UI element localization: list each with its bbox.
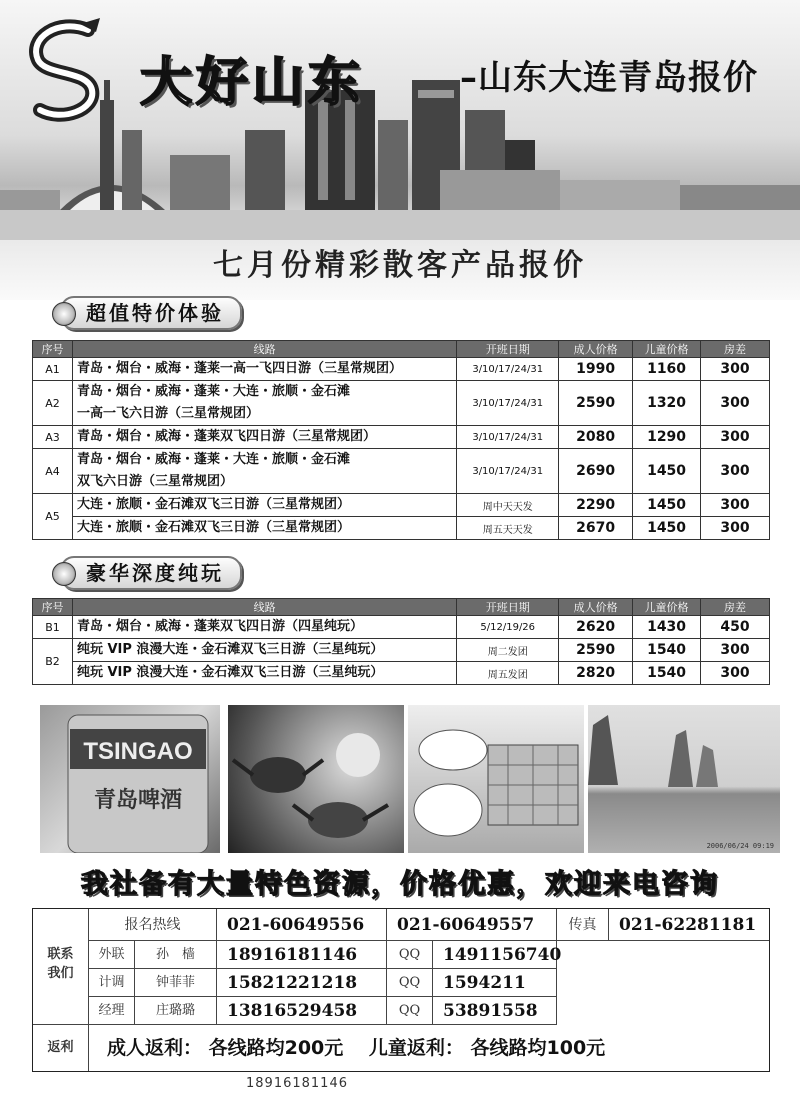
row-code: A4 — [33, 449, 73, 494]
child-price: 1430 — [633, 616, 701, 639]
table-row — [33, 381, 770, 426]
child-price: 1290 — [633, 426, 701, 449]
route-cell — [72, 449, 456, 494]
rebate-label: 返利 — [33, 1025, 89, 1071]
person-name: 钟菲菲 — [135, 969, 217, 997]
column-header: 线路 — [72, 599, 456, 616]
adult-price: 2820 — [559, 662, 633, 685]
adult-price: 2620 — [559, 616, 633, 639]
route-cell — [72, 662, 456, 685]
bullet-icon — [52, 302, 76, 326]
route-line: 青岛・烟台・威海・蓬莱双飞四日游（三星常规团） — [76, 429, 376, 444]
date-cell: 周五天天发 — [457, 517, 559, 540]
hotline-1[interactable]: 021-60649556 — [217, 909, 387, 941]
footer-phone: 18916181146 — [246, 1076, 348, 1091]
room-diff: 300 — [701, 494, 770, 517]
child-price: 1450 — [633, 517, 701, 540]
adult-price: 2590 — [559, 639, 633, 662]
route-line: 青岛・烟台・威海・蓬莱・大连・旅顺・金石滩 — [76, 384, 350, 399]
sea-stacks-icon — [588, 705, 780, 853]
section2-title: 豪华深度纯玩 — [86, 561, 224, 585]
hotline-label: 报名热线 — [89, 909, 217, 941]
date-cell: 3/10/17/24/31 — [457, 358, 559, 381]
role-label: 经理 — [89, 997, 135, 1025]
route-cell — [72, 616, 456, 639]
route-cell — [72, 639, 456, 662]
adult-price: 2290 — [559, 494, 633, 517]
room-diff: 300 — [701, 517, 770, 540]
contact-side-label: 联系我们 — [33, 909, 89, 1025]
table-header-row — [33, 599, 770, 616]
table-row — [33, 639, 770, 662]
table-row — [33, 662, 770, 685]
child-price: 1540 — [633, 662, 701, 685]
date-cell: 周中天天发 — [457, 494, 559, 517]
contact-table — [32, 908, 770, 1072]
month-title: 七月份精彩散客产品报价 — [213, 248, 587, 283]
room-diff: 300 — [701, 662, 770, 685]
beer-brand-text: TSINGAO — [83, 738, 193, 765]
price-table-2 — [32, 598, 770, 685]
room-diff: 300 — [701, 639, 770, 662]
table-row — [33, 449, 770, 494]
route-cell — [72, 381, 456, 426]
route-cell — [72, 517, 456, 540]
qq-label: QQ — [387, 941, 433, 969]
row-code: A1 — [33, 358, 73, 381]
room-diff: 450 — [701, 616, 770, 639]
child-price: 1450 — [633, 449, 701, 494]
date-cell: 5/12/19/26 — [457, 616, 559, 639]
child-price: 1540 — [633, 639, 701, 662]
fax-number[interactable]: 021-62281181 — [609, 909, 769, 941]
fax-label: 传真 — [557, 909, 609, 941]
rebate-text: 成人返利： 各线路均200元 儿童返利： 各线路均100元 — [107, 1037, 606, 1059]
room-diff: 300 — [701, 358, 770, 381]
table-row — [33, 358, 770, 381]
route-line: 青岛・烟台・威海・蓬莱・大连・旅顺・金石滩 — [76, 452, 350, 467]
column-header: 序号 — [33, 599, 73, 616]
qq-number[interactable]: 1491156740 — [433, 941, 557, 969]
route-line: 大连・旅顺・金石滩双飞三日游（三星常规团） — [76, 520, 350, 535]
table-row — [33, 517, 770, 540]
table-row — [33, 616, 770, 639]
seafood-photo — [408, 705, 584, 853]
brand-subtitle: –山东大连青岛报价 — [460, 58, 758, 98]
route-line: 一高一飞六日游（三星常规团） — [76, 406, 259, 421]
person-phone[interactable]: 13816529458 — [217, 997, 387, 1025]
column-header: 开班日期 — [457, 341, 559, 358]
person-name: 孙 樯 — [135, 941, 217, 969]
qq-number[interactable]: 1594211 — [433, 969, 557, 997]
row-code: B2 — [33, 639, 73, 685]
section1-title: 超值特价体验 — [86, 301, 224, 325]
bullet-icon — [52, 562, 76, 586]
column-header: 房差 — [701, 341, 770, 358]
table-row — [33, 494, 770, 517]
slogan: 我社备有大量特色资源，价格优惠，欢迎来电咨询 — [81, 869, 719, 900]
column-header: 儿童价格 — [633, 599, 701, 616]
adult-price: 2080 — [559, 426, 633, 449]
photo-timestamp: 2006/06/24 09:19 — [706, 842, 774, 850]
beer-name-text: 青岛啤酒 — [93, 787, 183, 813]
role-label: 计调 — [89, 969, 135, 997]
route-line: 青岛・烟台・威海・蓬莱一高一飞四日游（三星常规团） — [76, 361, 402, 376]
price-table-1 — [32, 340, 770, 540]
person-phone[interactable]: 15821221218 — [217, 969, 387, 997]
adult-price: 2670 — [559, 517, 633, 540]
route-cell — [72, 426, 456, 449]
route-line: 大连・旅顺・金石滩双飞三日游（三星常规团） — [76, 497, 350, 512]
adult-price: 2590 — [559, 381, 633, 426]
section2-tag — [60, 556, 242, 590]
qq-label: QQ — [387, 997, 433, 1025]
beer-photo — [40, 705, 220, 853]
column-header: 开班日期 — [457, 599, 559, 616]
child-price: 1450 — [633, 494, 701, 517]
dragon-logo-icon — [18, 18, 114, 130]
person-name: 庄璐璐 — [135, 997, 217, 1025]
date-cell: 3/10/17/24/31 — [457, 381, 559, 426]
column-header: 线路 — [72, 341, 456, 358]
room-diff: 300 — [701, 381, 770, 426]
column-header: 房差 — [701, 599, 770, 616]
section1-tag — [60, 296, 242, 330]
adult-price: 1990 — [559, 358, 633, 381]
seafood-plate-icon — [408, 705, 584, 853]
row-code: A5 — [33, 494, 73, 540]
date-cell: 周二发团 — [457, 639, 559, 662]
room-diff: 300 — [701, 449, 770, 494]
brand-title: 大好山东 — [140, 52, 365, 113]
route-line: 纯玩 VIP 浪漫大连・金石滩双飞三日游（三星纯玩） — [76, 642, 384, 657]
person-phone[interactable]: 18916181146 — [217, 941, 387, 969]
sea-rocks-photo — [588, 705, 780, 853]
route-line: 纯玩 VIP 浪漫大连・金石滩双飞三日游（三星纯玩） — [76, 665, 384, 680]
qq-label: QQ — [387, 969, 433, 997]
row-code: A3 — [33, 426, 73, 449]
route-line: 青岛・烟台・威海・蓬莱双飞四日游（四星纯玩） — [76, 619, 363, 634]
qq-number[interactable]: 53891558 — [433, 997, 557, 1025]
child-price: 1160 — [633, 358, 701, 381]
crab-icon — [228, 705, 404, 853]
beer-bag-icon — [40, 705, 220, 853]
room-diff: 300 — [701, 426, 770, 449]
table-header-row — [33, 341, 770, 358]
route-cell — [72, 494, 456, 517]
hotline-2[interactable]: 021-60649557 — [387, 909, 557, 941]
table-row — [33, 426, 770, 449]
date-cell: 3/10/17/24/31 — [457, 426, 559, 449]
column-header: 成人价格 — [559, 341, 633, 358]
row-code: A2 — [33, 381, 73, 426]
adult-price: 2690 — [559, 449, 633, 494]
role-label: 外联 — [89, 941, 135, 969]
row-code: B1 — [33, 616, 73, 639]
crab-photo — [228, 705, 404, 853]
child-price: 1320 — [633, 381, 701, 426]
date-cell: 周五发团 — [457, 662, 559, 685]
date-cell: 3/10/17/24/31 — [457, 449, 559, 494]
route-cell — [72, 358, 456, 381]
header-banner — [0, 0, 800, 300]
column-header: 儿童价格 — [633, 341, 701, 358]
route-line: 双飞六日游（三星常规团） — [76, 474, 233, 489]
column-header: 序号 — [33, 341, 73, 358]
column-header: 成人价格 — [559, 599, 633, 616]
